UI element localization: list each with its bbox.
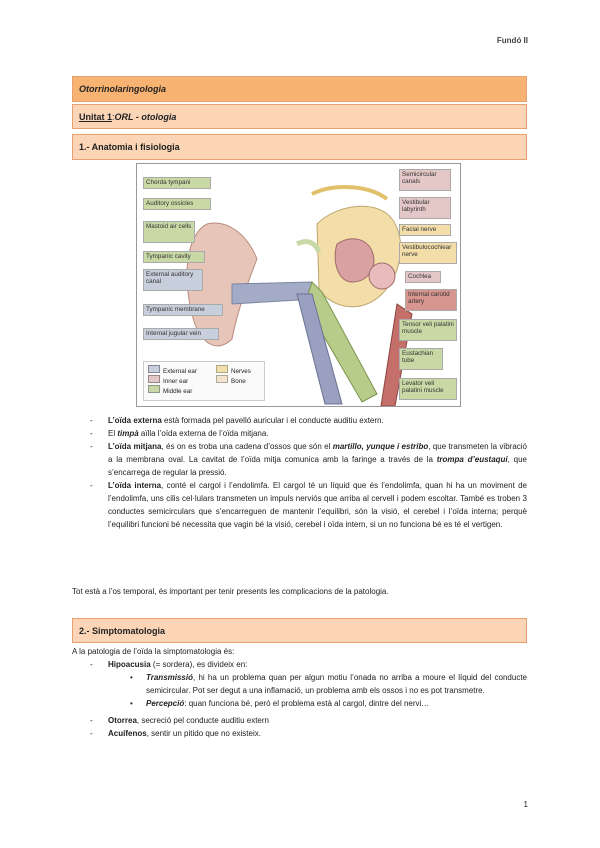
label-facial-nerve: Facial nerve <box>399 224 451 236</box>
label-semicircular-canals: Semicircular canals <box>399 169 451 191</box>
course-title-bar <box>72 76 527 102</box>
list-item: - Hipoacusia (= sordera), es divideix en: <box>72 658 527 671</box>
label-internal-carotid-artery: Internal carotid artery <box>405 289 457 311</box>
list-item: - L’oïda externa està formada pel pavelló auricular i el conducte auditiu extern. <box>72 414 527 427</box>
section-1-title: 1.- Anatomia i fisiologia <box>79 142 180 152</box>
label-eustachian-tube: Eustachian tube <box>399 348 443 370</box>
label-tympanic-membrane: Tympanic membrane <box>143 304 223 316</box>
label-tensor-veli-palatini: Tensor veli palatini muscle <box>399 319 457 341</box>
label-vestibulocochlear-nerve: Vestibulocochlear nerve <box>399 242 457 264</box>
label-cochlea: Cochlea <box>405 271 441 283</box>
label-auditory-ossicles: Auditory ossicles <box>143 198 211 210</box>
ear-anatomy-figure <box>136 163 461 407</box>
list-item: - L’oïda mitjana, és on es troba una cadena d’ossos que són el martillo, yunque i estribo, que transmeten la vibració a la membrana oval. La cavitat de l’oïda mitja comunica amb la faringe a través de la trompa d’eustaqui, que s’encarrega de regular la pressió. <box>72 440 527 479</box>
label-vestibular-labyrinth: Vestibular labyrinth <box>399 197 451 219</box>
list-item: - Otorrea, secreció pel conducte auditiu extern <box>72 714 527 727</box>
symptoms-list-block <box>72 658 527 740</box>
list-item: • Transmissió, hi ha un problema quan per algun motiu l’onada no arriba a moure el líquid del conducte semicircular. Pot ser degut a una inflamació, un problema amb els ossos i no es pot transmetre. <box>72 671 527 697</box>
figure-legend: External ear Inner ear Middle ear Nerves Bone <box>143 361 265 401</box>
temporal-bone-paragraph: Tot està a l’os temporal, és important per tenir presents les complicacions de la patologia. <box>72 587 389 596</box>
page-number: 1 <box>523 800 528 809</box>
label-levator-veli-palatini: Levator veli palatini muscle <box>399 378 457 400</box>
list-item: • Percepció: quan funciona bé, però el problema està al cargol, dintre del nervi… <box>72 697 527 710</box>
course-title: Otorrinolaringologia <box>79 84 166 94</box>
unit-label: Unitat 1 <box>79 111 113 122</box>
label-internal-jugular-vein: Internal jugular vein <box>143 328 219 340</box>
label-external-auditory-canal: External auditory canal <box>143 269 203 291</box>
section-2-title: 2.- Simptomatologia <box>79 625 166 636</box>
unit-title-bar: Unitat 1 : ORL - otologia <box>72 104 527 129</box>
section-1-title-bar <box>72 134 527 160</box>
running-header: Fundó II <box>496 36 528 45</box>
label-chorda-tympani: Chorda tympani <box>143 177 211 189</box>
symptoms-intro: A la patologia de l’oïda la simptomatologia és: <box>72 647 235 656</box>
label-mastoid-air-cells: Mastoid air cells <box>143 221 195 243</box>
label-tympanic-cavity: Tympanic cavity <box>143 251 205 263</box>
unit-subtitle: ORL - otologia <box>114 111 177 122</box>
section-2-title-bar <box>72 618 527 643</box>
list-item: - El timpà aïlla l’oïda externa de l’oïda mitjana. <box>72 427 527 440</box>
list-item: - L’oïda interna, conté el cargol i l’endolimfa. El cargol té un líquid que és l’endolimfa, quan hi ha un moviment de l’endolimfa, uns cilis cel·lulars transmeten un impuls nerviós que arriba al cervell i podem escoltar. També es troben 3 conductes semicirculars que s’encarreguen de mantenir l’equilibri, són la visió, el cerebel i l’oïda interna; perquè l’equilibri funcioni bé necessita que vagin bé la visió, cerebel i oïda intern, si un no funciona bé es té el vertigen. <box>72 479 527 531</box>
list-item: - Acuífenos, sentir un pitido que no existeix. <box>72 727 527 740</box>
anatomy-list-block <box>72 414 527 531</box>
